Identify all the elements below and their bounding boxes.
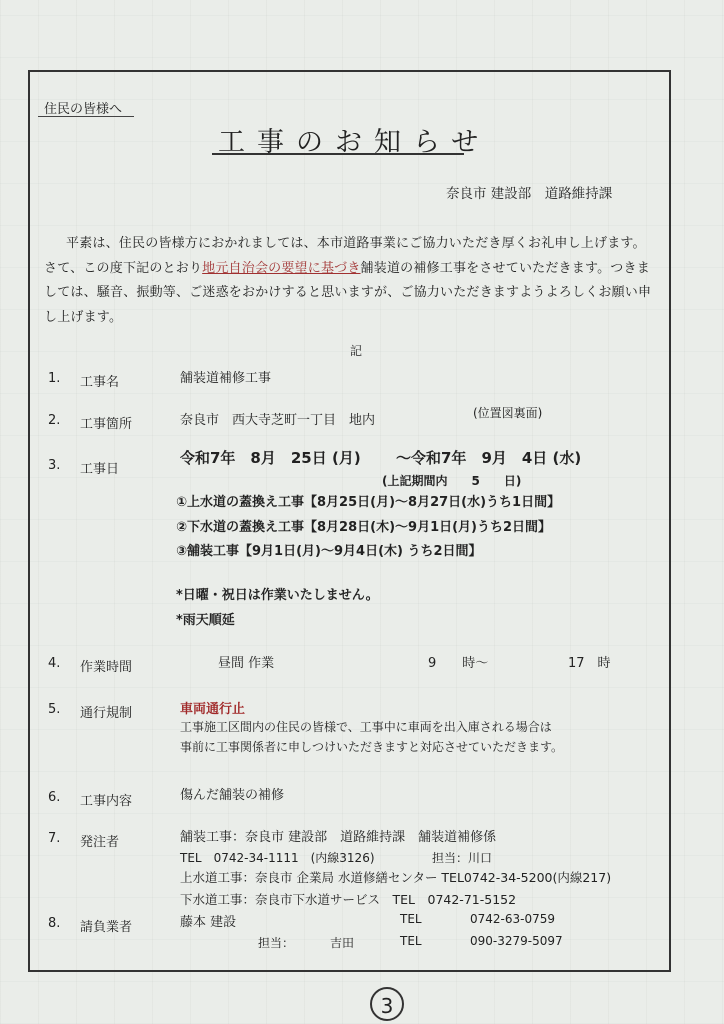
item-number: 5. — [48, 702, 61, 717]
work-start-date: 令和7年 8月 25日 (月) — [180, 449, 361, 467]
contractor-name: 藤本 建設 — [180, 915, 237, 930]
item-label: 請負業者 — [80, 920, 133, 935]
item-number: 4. — [48, 656, 61, 671]
contractor-tel-label: TEL — [400, 912, 422, 926]
contractor-contact-label: 担当： — [258, 936, 295, 950]
item-number: 8. — [48, 916, 61, 931]
item-number: 3. — [48, 458, 61, 473]
intro-paragraph — [44, 232, 656, 330]
work-hours-start: 9 時～ — [428, 656, 489, 671]
traffic-restriction: 車両通行止 — [180, 702, 246, 717]
issuing-department: 奈良市 建設部 道路維持課 — [446, 186, 613, 202]
item-label: 工事名 — [80, 375, 120, 390]
page-number: 3 — [370, 987, 404, 1021]
work-content: 傷んだ舗装の補修 — [180, 788, 285, 803]
work-phase-2: ②下水道の蓋換え工事【8月28日(木)～9月1日(月)うち2日間】 — [176, 520, 552, 535]
ki-heading: 記 — [350, 344, 363, 358]
work-phase-3: ③舗装工事【9月1日(月)～9月4日(木) うち2日間】 — [176, 544, 482, 559]
item-label: 発注者 — [80, 835, 120, 850]
item-label: 工事内容 — [80, 794, 133, 809]
rain-note: *雨天順延 — [176, 613, 235, 628]
work-end-date: ～令和7年 9月 4日 (水) — [396, 449, 582, 467]
orderer-paving-contact: 担当：川口 — [432, 851, 493, 865]
work-name: 舗装道補修工事 — [180, 371, 272, 386]
addressee-underline — [38, 116, 134, 117]
title-underline — [212, 153, 464, 155]
work-hours-end: 17 時 — [568, 656, 611, 671]
item-label: 作業時間 — [80, 660, 133, 675]
orderer-sewer: 下水道工事：奈良市下水道サービス TEL 0742-71-5152 — [180, 892, 517, 907]
contractor-tel2-label: TEL — [400, 934, 422, 948]
work-phase-1: ①上水道の蓋換え工事【8月25日(月)～8月27日(水)うち1日間】 — [176, 495, 561, 510]
work-period: (上記期間内 5 日) — [382, 474, 522, 488]
contractor-tel2: 090-3279-5097 — [470, 934, 563, 948]
intro-text-2: 舗装道の補修工事をさせていただきます。つきましては、騒音、振動等、ご迷惑をおかけすると思いますが、ご協力いただきますようよろしくお願い申し上げます。 — [44, 260, 652, 325]
item-number: 2. — [48, 413, 61, 428]
traffic-note-1: 工事施工区間内の住民の皆様で、工事中に車両を出入庫される場合は — [180, 720, 552, 734]
addressee: 住民の皆様へ — [44, 102, 123, 117]
map-reference: (位置図裏面) — [473, 406, 543, 420]
holiday-note: *日曜・祝日は作業いたしません。 — [176, 588, 379, 603]
item-label: 工事日 — [80, 462, 120, 477]
intro-highlight: 地元自治会の要望に基づき — [202, 260, 361, 276]
traffic-note-2: 事前に工事関係者に申しつけいただきますと対応させていただきます。 — [180, 740, 564, 754]
orderer-paving-tel: TEL 0742-34-1111 (内線3126) — [180, 851, 375, 865]
contractor-tel: 0742-63-0759 — [470, 912, 556, 926]
orderer-paving: 舗装工事：奈良市 建設部 道路維持課 舗装道補修係 — [180, 830, 497, 845]
work-location: 奈良市 西大寺芝町一丁目 地内 — [180, 413, 376, 428]
notice-title: 工事のお知らせ — [218, 127, 491, 158]
intro-text-1: 平素は、住民の皆様方におかれましては、本市道路事業にご協力いただき厚くお礼申し上げます。さて、この度下記のとおり — [44, 236, 646, 276]
work-hours-label: 昼間 作業 — [218, 656, 275, 671]
orderer-water: 上水道工事：奈良市 企業局 水道修繕センター TEL0742-34-5200(内線217) — [180, 870, 612, 885]
item-number: 6. — [48, 790, 61, 805]
item-label: 工事箇所 — [80, 417, 133, 432]
contractor-contact: 吉田 — [330, 936, 355, 950]
item-number: 7. — [48, 831, 61, 846]
item-number: 1. — [48, 371, 61, 386]
item-label: 通行規制 — [80, 706, 133, 721]
